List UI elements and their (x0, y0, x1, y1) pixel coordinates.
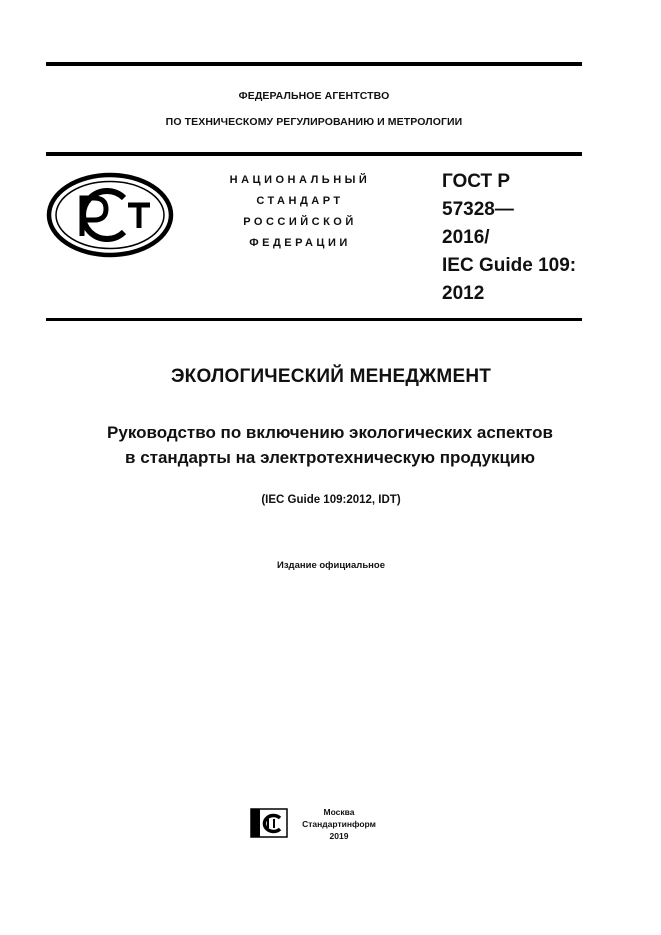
identity-note: (IEC Guide 109:2012, IDT) (261, 494, 401, 506)
publisher-city: Москва (323, 807, 355, 817)
standard-designation (442, 168, 592, 308)
document-subtitle (30, 420, 630, 470)
agency-line-1: ФЕДЕРАЛЬНОЕ АГЕНТСТВО (238, 90, 390, 102)
designation-line-4: IEC Guide 109: (442, 255, 577, 276)
subtitle-line-2: в стандарты на электротехническую продукцию (125, 448, 535, 467)
publisher-year: 2019 (329, 831, 349, 841)
designation-line-2: 57328— (442, 199, 514, 220)
national-line-3: РОССИЙСКОЙ (243, 216, 357, 228)
agency-line-2: ПО ТЕХНИЧЕСКОМУ РЕГУЛИРОВАНИЮ И МЕТРОЛОГИИ (165, 116, 463, 128)
header-rule (46, 152, 582, 156)
national-line-4: ФЕДЕРАЦИИ (249, 237, 351, 249)
publisher-name: Стандартинформ (302, 819, 376, 829)
designation-rule (46, 318, 582, 321)
edition-label: Издание официальное (277, 560, 385, 571)
designation-line-1: ГОСТ Р (442, 171, 511, 192)
national-line-2: СТАНДАРТ (256, 195, 344, 207)
designation-line-5: 2012 (442, 283, 485, 304)
subtitle-line-1: Руководство по включению экологических аспектов (107, 423, 553, 442)
rst-emblem-icon (46, 172, 174, 258)
publisher-block (296, 806, 382, 842)
top-rule (46, 62, 582, 66)
designation-line-3: 2016/ (442, 227, 490, 248)
national-standard-label (200, 170, 400, 254)
standartinform-logo-icon (250, 808, 288, 838)
national-line-1: НАЦИОНАЛЬНЫЙ (229, 174, 371, 186)
document-title: ЭКОЛОГИЧЕСКИЙ МЕНЕДЖМЕНТ (170, 366, 492, 387)
